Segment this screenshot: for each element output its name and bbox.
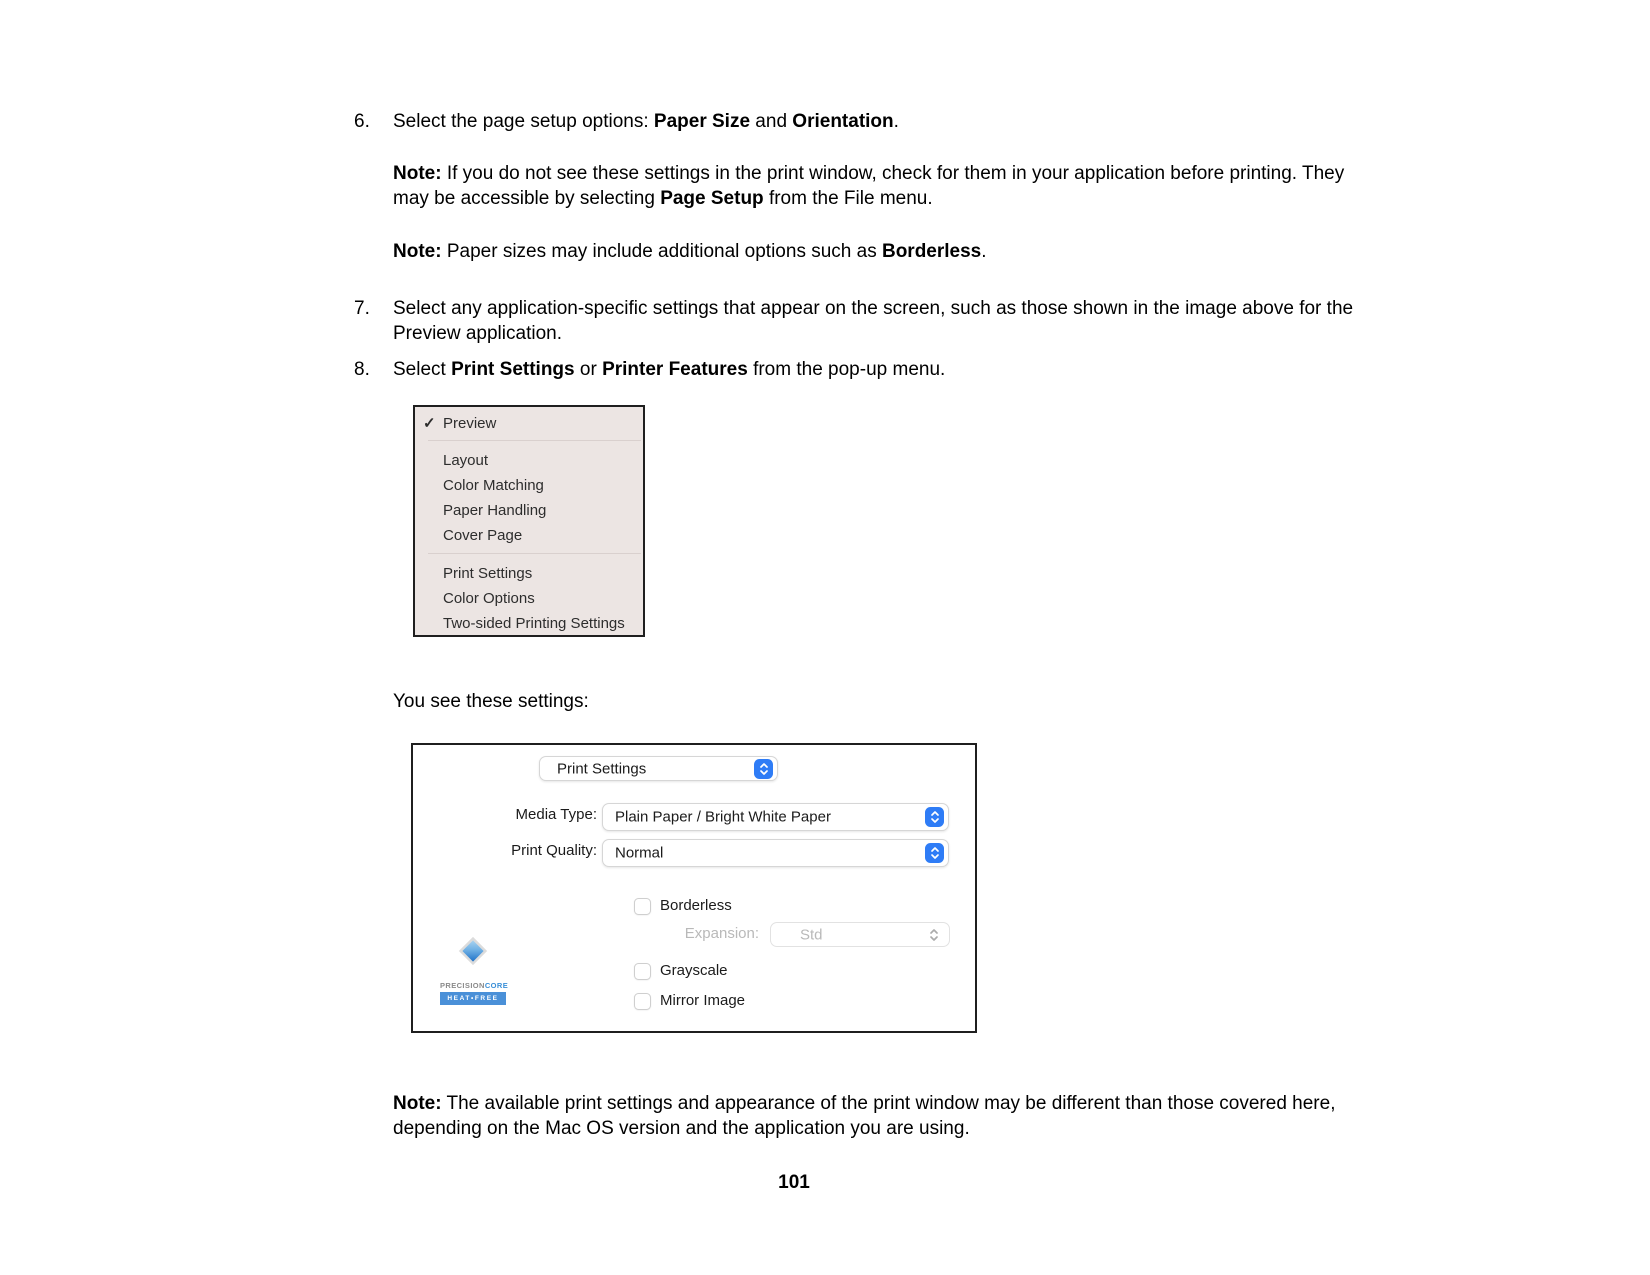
borderless-label: Borderless [660,897,732,914]
precisioncore-logo [440,922,509,1005]
grayscale-label: Grayscale [660,962,728,979]
note-mac-os [354,1091,1358,1141]
expansion-value: Std [800,926,823,943]
step-8-number: 8. [354,359,370,380]
menu-separator [428,553,641,554]
mirror-image-label: Mirror Image [660,992,746,1009]
print-settings-dialog-screenshot [411,743,977,1033]
menu-item-paper-handling[interactable]: Paper Handling [443,502,547,519]
step-7-number: 7. [354,298,370,319]
expansion-dropdown [770,922,950,947]
print-quality-value: Normal [615,844,664,862]
step-6 [354,109,1358,134]
step-7 [354,296,1358,346]
menu-item-print-settings[interactable]: Print Settings [443,565,533,582]
menu-separator [428,440,641,441]
page-number: 101 [778,1172,810,1193]
you-see-settings-caption: You see these settings: [393,691,589,712]
stepper-icon[interactable] [925,807,944,827]
borderless-checkbox[interactable] [634,898,651,915]
note-page-setup-text: Note: If you do not see these settings in the print window, check for them in your application before printing. They may be accessible by selecting Page Setup from the File menu. [393,163,1345,209]
heat-free-badge: HEAT•FREE [440,992,506,1005]
checkmark-icon: ✓ [423,415,436,432]
grayscale-checkbox[interactable] [634,963,651,980]
note-borderless-text: Note: Paper sizes may include additional options such as Borderless. [393,241,987,262]
pane-selector-dropdown[interactable] [539,756,778,781]
menu-item-cover-page[interactable]: Cover Page [443,527,523,544]
mirror-image-checkbox[interactable] [634,993,651,1010]
print-quality-label: Print Quality: [511,842,597,859]
menu-item-two-sided[interactable]: Two-sided Printing Settings [443,615,625,632]
print-quality-dropdown[interactable] [602,839,949,867]
pane-selector-value: Print Settings [557,760,647,777]
precisioncore-wordmark: PRECISIONCORE [440,981,509,990]
note-borderless [354,239,1358,264]
media-type-label: Media Type: [515,806,597,823]
stepper-icon [924,925,943,945]
stepper-icon[interactable] [754,759,773,779]
note-mac-os-text: Note: The available print settings and appearance of the print window may be different than those covered here, depending on the Mac OS version and the application you are using. [393,1093,1336,1139]
stepper-icon[interactable] [925,843,944,863]
note-page-setup [354,161,1358,211]
media-type-dropdown[interactable] [602,803,949,831]
popup-menu-screenshot [413,405,645,637]
step-8 [354,357,1358,382]
step-6-number: 6. [354,111,370,132]
menu-item-color-options[interactable]: Color Options [443,590,535,607]
menu-item-preview[interactable]: Preview [443,415,497,432]
menu-item-layout[interactable]: Layout [443,452,489,469]
media-type-value: Plain Paper / Bright White Paper [615,808,831,826]
diamond-icon [440,922,506,980]
step-6-text: Select the page setup options: Paper Size and Orientation. [393,111,899,132]
step-8-text: Select Print Settings or Printer Features from the pop-up menu. [393,359,946,380]
menu-item-color-matching[interactable]: Color Matching [443,477,544,494]
expansion-label: Expansion: [684,925,759,942]
step-7-text: Select any application-specific settings that appear on the screen, such as those shown in the image above for the Preview application. [393,298,1354,344]
